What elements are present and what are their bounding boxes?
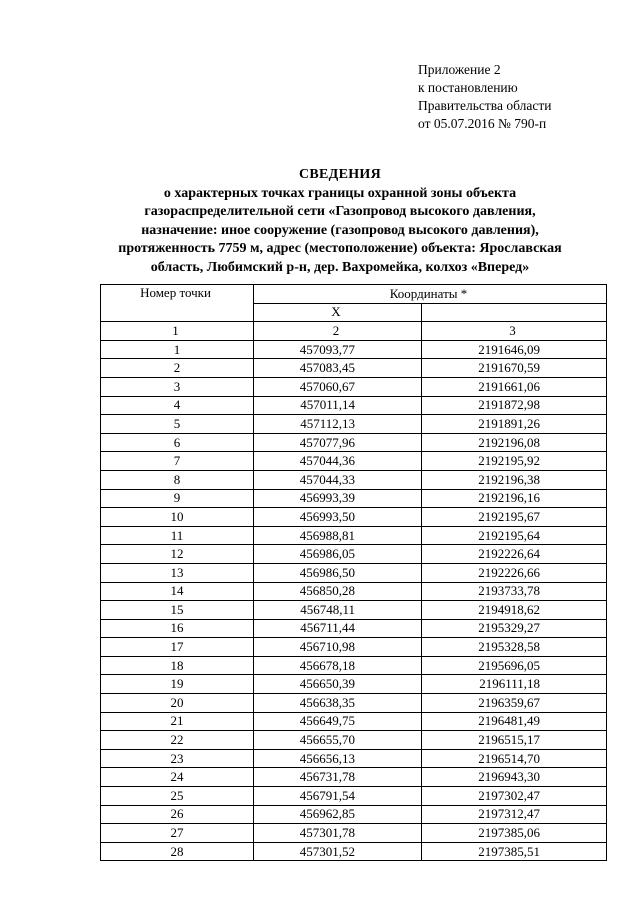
y-coordinate-cell: 2196515,17 — [422, 731, 607, 750]
table-row — [101, 768, 607, 787]
index-cell: 3 — [422, 322, 607, 341]
x-coordinate-cell: 456748,11 — [254, 601, 422, 620]
coordinates-table — [100, 284, 607, 861]
y-coordinate-cell: 2192196,08 — [422, 433, 607, 452]
x-coordinate-cell: 456988,81 — [254, 526, 422, 545]
y-coordinate-cell: 2191661,06 — [422, 377, 607, 396]
table-row — [101, 508, 607, 527]
document-heading — [100, 166, 580, 277]
table-row — [101, 415, 607, 434]
table-row — [101, 563, 607, 582]
point-number-cell: 11 — [101, 526, 254, 545]
index-cell: 2 — [254, 322, 422, 341]
point-number-cell: 15 — [101, 601, 254, 620]
point-number-cell: 3 — [101, 377, 254, 396]
table-row — [101, 787, 607, 806]
table-row — [101, 749, 607, 768]
table-row — [101, 452, 607, 471]
x-coordinate-cell: 456638,35 — [254, 694, 422, 713]
heading-line: газораспределительной сети «Газопровод высокого давления, — [144, 204, 536, 219]
document-title: СВЕДЕНИЯ — [298, 167, 382, 182]
point-number-cell: 13 — [101, 563, 254, 582]
point-number-cell: 28 — [101, 842, 254, 861]
y-coordinate-cell: 2191670,59 — [422, 359, 607, 378]
x-coordinate-cell: 457044,36 — [254, 452, 422, 471]
appendix-line: от 05.07.2016 № 790-п — [418, 116, 547, 131]
table-row — [101, 638, 607, 657]
heading-line: протяженность 7759 м, адрес (местоположение) объекта: Ярославская — [118, 241, 562, 256]
x-coordinate-cell: 456986,05 — [254, 545, 422, 564]
point-number-cell: 10 — [101, 508, 254, 527]
point-number-cell: 23 — [101, 749, 254, 768]
x-coordinate-cell: 456678,18 — [254, 656, 422, 675]
x-coordinate-cell: 456650,39 — [254, 675, 422, 694]
point-number-cell: 1 — [101, 340, 254, 359]
x-coordinate-cell: 456986,50 — [254, 563, 422, 582]
point-number-cell: 9 — [101, 489, 254, 508]
y-coordinate-cell: 2197385,06 — [422, 824, 607, 843]
heading-line: область, Любимский р-н, дер. Вахромейка, колхоз «Вперед» — [150, 259, 530, 275]
x-coordinate-cell: 456649,75 — [254, 712, 422, 731]
point-number-cell: 22 — [101, 731, 254, 750]
heading-line: назначение: иное сооружение (газопровод высокого давления), — [141, 222, 539, 238]
point-number-cell: 6 — [101, 433, 254, 452]
y-coordinate-cell: 2196514,70 — [422, 749, 607, 768]
appendix-line: Правительства области — [418, 98, 552, 113]
table-row — [101, 712, 607, 731]
point-number-cell: 12 — [101, 545, 254, 564]
table-row — [101, 675, 607, 694]
point-number-cell: 20 — [101, 694, 254, 713]
table-row — [101, 340, 607, 359]
point-number-cell: 5 — [101, 415, 254, 434]
header-coordinates: Координаты * — [254, 285, 607, 304]
x-coordinate-cell: 456656,13 — [254, 749, 422, 768]
x-coordinate-cell: 456962,85 — [254, 805, 422, 824]
y-coordinate-cell: 2192195,64 — [422, 526, 607, 545]
y-coordinate-cell: 2197385,51 — [422, 842, 607, 861]
y-coordinate-cell: 2196481,49 — [422, 712, 607, 731]
x-coordinate-cell: 456993,50 — [254, 508, 422, 527]
y-coordinate-cell: 2195696,05 — [422, 656, 607, 675]
y-coordinate-cell: 2194918,62 — [422, 601, 607, 620]
y-coordinate-cell: 2197312,47 — [422, 805, 607, 824]
point-number-cell: 24 — [101, 768, 254, 787]
appendix-line: к постановлению — [418, 80, 518, 95]
x-coordinate-cell: 456710,98 — [254, 638, 422, 657]
x-coordinate-cell: 456655,70 — [254, 731, 422, 750]
y-coordinate-cell: 2197302,47 — [422, 787, 607, 806]
y-coordinate-cell: 2192196,16 — [422, 489, 607, 508]
x-coordinate-cell: 457093,77 — [254, 340, 422, 359]
y-coordinate-cell: 2191646,09 — [422, 340, 607, 359]
table-index-row — [101, 322, 607, 341]
y-coordinate-cell: 2192195,67 — [422, 508, 607, 527]
table-row — [101, 545, 607, 564]
x-coordinate-cell: 456711,44 — [254, 619, 422, 638]
x-coordinate-cell: 456850,28 — [254, 582, 422, 601]
y-coordinate-cell: 2196943,30 — [422, 768, 607, 787]
y-coordinate-cell: 2191891,26 — [422, 415, 607, 434]
point-number-cell: 19 — [101, 675, 254, 694]
point-number-cell: 7 — [101, 452, 254, 471]
header-point-number: Номер точки — [101, 285, 254, 322]
table-row — [101, 489, 607, 508]
point-number-cell: 27 — [101, 824, 254, 843]
header-y — [422, 303, 607, 322]
table-row — [101, 694, 607, 713]
y-coordinate-cell: 2192196,38 — [422, 470, 607, 489]
table-row — [101, 470, 607, 489]
point-number-cell: 21 — [101, 712, 254, 731]
x-coordinate-cell: 457083,45 — [254, 359, 422, 378]
x-coordinate-cell: 456993,39 — [254, 489, 422, 508]
table-row — [101, 582, 607, 601]
header-x: X — [254, 303, 422, 322]
x-coordinate-cell: 457301,52 — [254, 842, 422, 861]
index-cell: 1 — [101, 322, 254, 341]
y-coordinate-cell: 2192195,92 — [422, 452, 607, 471]
table-row — [101, 377, 607, 396]
y-coordinate-cell: 2193733,78 — [422, 582, 607, 601]
x-coordinate-cell: 456731,78 — [254, 768, 422, 787]
x-coordinate-cell: 457301,78 — [254, 824, 422, 843]
table-header-row — [101, 285, 607, 304]
x-coordinate-cell: 457011,14 — [254, 396, 422, 415]
y-coordinate-cell: 2195329,27 — [422, 619, 607, 638]
point-number-cell: 16 — [101, 619, 254, 638]
table-row — [101, 842, 607, 861]
appendix-line: Приложение 2 — [418, 62, 501, 77]
heading-line: о характерных точках границы охранной зоны объекта — [163, 185, 517, 201]
table-row — [101, 526, 607, 545]
appendix-note — [418, 61, 551, 133]
point-number-cell: 18 — [101, 656, 254, 675]
x-coordinate-cell: 457044,33 — [254, 470, 422, 489]
point-number-cell: 2 — [101, 359, 254, 378]
y-coordinate-cell: 2196111,18 — [422, 675, 607, 694]
y-coordinate-cell: 2195328,58 — [422, 638, 607, 657]
table-row — [101, 805, 607, 824]
y-coordinate-cell: 2191872,98 — [422, 396, 607, 415]
table-row — [101, 433, 607, 452]
point-number-cell: 25 — [101, 787, 254, 806]
x-coordinate-cell: 456791,54 — [254, 787, 422, 806]
y-coordinate-cell: 2196359,67 — [422, 694, 607, 713]
table-row — [101, 824, 607, 843]
y-coordinate-cell: 2192226,64 — [422, 545, 607, 564]
y-coordinate-cell: 2192226,66 — [422, 563, 607, 582]
table-row — [101, 601, 607, 620]
table-row — [101, 359, 607, 378]
x-coordinate-cell: 457060,67 — [254, 377, 422, 396]
x-coordinate-cell: 457077,96 — [254, 433, 422, 452]
point-number-cell: 14 — [101, 582, 254, 601]
table-row — [101, 619, 607, 638]
point-number-cell: 17 — [101, 638, 254, 657]
table-row — [101, 656, 607, 675]
point-number-cell: 26 — [101, 805, 254, 824]
x-coordinate-cell: 457112,13 — [254, 415, 422, 434]
point-number-cell: 8 — [101, 470, 254, 489]
table-row — [101, 731, 607, 750]
point-number-cell: 4 — [101, 396, 254, 415]
table-row — [101, 396, 607, 415]
